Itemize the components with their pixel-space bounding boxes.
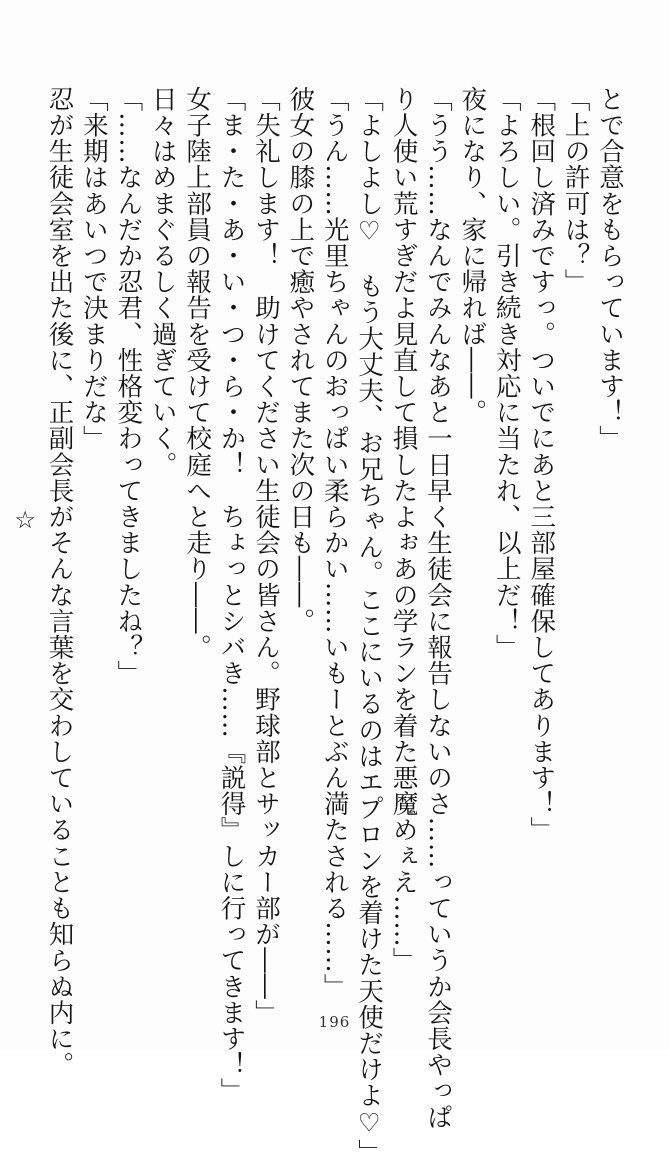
text-line: り人使い荒すぎだよ見直して損したよぉあの学ランを着た悪魔めぇえ……」 xyxy=(388,86,419,974)
text-line: 「……なんだか忍君、性格変わってきましたね？」 xyxy=(113,86,144,687)
text-line: 忍が生徒会室を出た後に、正副会長がそんな言葉を交わしていることも知らぬ内に。 xyxy=(44,86,75,1078)
text-line: 「よしよし♡ もう大丈夫、お兄ちゃん。ここにいるのはエプロンを着けた天使だけよ♡」 xyxy=(354,86,385,1165)
text-line: 女子陸上部員の報告を受けて校庭へと走り――。 xyxy=(182,86,213,661)
star-icon: ☆ xyxy=(11,506,40,535)
text-line: とで合意をもらっています！」 xyxy=(595,86,625,452)
text-line: 「ま・た・あ・い・つ・ら・か！ ちょっとシバき……『説得』しに行ってきます！」 xyxy=(216,86,247,1104)
text-line: 「失礼します！ 助けてください生徒会の皆さん。野球部とサッカー部が――」 xyxy=(250,86,281,1026)
text-line: 「うう……なんでみんなあと一日早く生徒会に報告しないのさ……っていうか会長やっぱ xyxy=(422,86,453,1130)
page-number: 196 xyxy=(318,1013,351,1031)
text-line: 「根回し済みですっ。ついでにあと三部屋確保してあります！」 xyxy=(526,86,557,843)
text-line: 「うん……光里ちゃんのおっぱい柔らかい……いもーとぶん満たされる……」 xyxy=(319,86,350,1000)
text-line: 「来期はあいつで決まりだな」 xyxy=(78,86,109,452)
text-line: 「よろしい。引き続き対応に当たれ、以上だ！」 xyxy=(491,86,522,661)
text-line: 「上の許可は？」 xyxy=(560,86,591,295)
text-line: 日々はめまぐるしく過ぎていく。 xyxy=(147,86,178,478)
text-line: 夜になり、家に帰れば――。 xyxy=(457,86,488,426)
text-line: 彼女の膝の上で癒やされてまた次の日も――。 xyxy=(285,86,316,635)
